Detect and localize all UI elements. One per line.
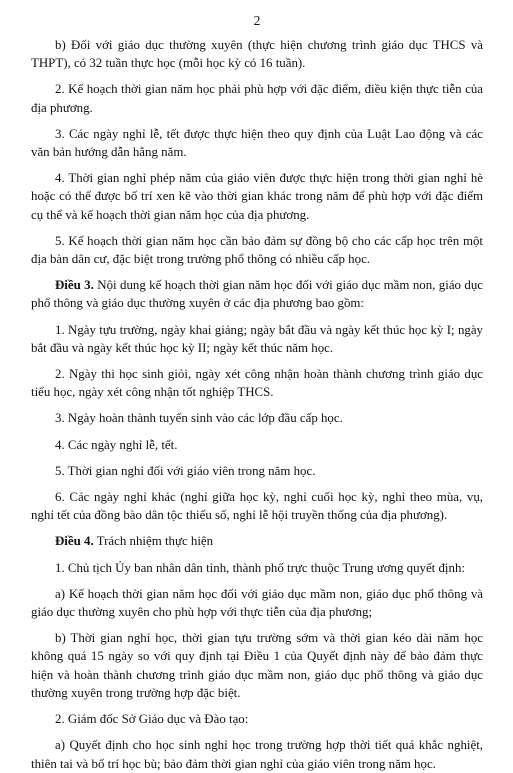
paragraph-department-director <box>31 710 483 728</box>
paragraph-sync-levels <box>31 232 483 268</box>
page-number: 2 <box>253 13 261 28</box>
article-4-heading <box>31 532 483 550</box>
paragraph-plan-levels <box>31 585 483 621</box>
paragraph-text: 6. Các ngày nghỉ khác (nghỉ giữa học kỳ, nghỉ cuối học kỳ, nghỉ theo mùa, vụ, nghỉ tết của đồng bào dân tộc thiểu số, nghỉ lễ hội truyền thống của địa phương). <box>31 490 483 523</box>
paragraph-teacher-breaks <box>31 462 483 480</box>
paragraph-text: 1. Ngày tựu trường, ngày khai giảng; ngày bắt đầu và ngày kết thúc học kỳ I; ngày bắt đầu và ngày kết thúc học kỳ II; ngày kết thúc năm học. <box>31 322 483 355</box>
paragraph-text: 2. Giám đốc Sở Giáo dục và Đào tạo: <box>55 712 249 727</box>
paragraph-teacher-leave <box>31 169 483 224</box>
paragraph-other-breaks <box>31 488 483 524</box>
paragraph-text: 2. Kế hoạch thời gian năm học phải phù hợp với đặc điểm, điều kiện thực tiễn của địa phương. <box>31 82 483 115</box>
paragraph-text: b) Thời gian nghỉ học, thời gian tựu trường sớm và thời gian kéo dài năm học không quá 15 ngày so với quy định tại Điều 1 của Quyết định này để bảo đảm thực hiện và hoàn thành chương trình giáo dục mầm non, giáo dục phổ thông và giáo dục thường xuyên trong trường hợp đặc biệt. <box>31 631 483 700</box>
paragraph-enrollment <box>31 409 483 427</box>
paragraph-text: 4. Thời gian nghỉ phép năm của giáo viên được thực hiện trong thời gian nghỉ hè hoặc có thể được bố trí xen kẽ vào thời gian khác trong năm để phù hợp với đặc điểm cụ thể và kế hoạch thời gian năm học của địa phương. <box>31 171 483 222</box>
paragraph-text: 5. Thời gian nghỉ đối với giáo viên trong năm học. <box>55 463 316 478</box>
paragraph-text: 2. Ngày thi học sinh giỏi, ngày xét công nhận hoàn thành chương trình giáo dục tiểu học, ngày xét công nhận tốt nghiệp THCS. <box>31 367 483 400</box>
paragraph-text: 3. Các ngày nghỉ lễ, tết được thực hiện theo quy định của Luật Lao động và các văn bản hướng dẫn hằng năm. <box>31 126 483 160</box>
paragraph-continuing-education-weeks <box>31 36 483 72</box>
paragraph-text: b) Đối với giáo dục thường xuyên (thực hiện chương trình giáo dục THCS và THPT), có 32 tuần thực học (mỗi học kỳ có 16 tuần). <box>31 38 483 71</box>
paragraph-exam-dates <box>31 365 483 401</box>
paragraph-weather-closure <box>31 736 483 772</box>
article-lead: Điều 3. <box>55 278 94 293</box>
paragraph-text: 4. Các ngày nghỉ lễ, tết. <box>55 437 178 452</box>
paragraph-text: 3. Ngày hoàn thành tuyển sinh vào các lớp đầu cấp học. <box>55 411 343 426</box>
paragraph-plan-fit-locality <box>31 80 483 116</box>
paragraph-text: Trách nhiệm thực hiện <box>93 534 214 549</box>
paragraph-extension <box>31 629 483 702</box>
paragraph-chairman-decides <box>31 559 483 577</box>
paragraph-holiday-days <box>31 436 483 454</box>
paragraph-text: a) Kế hoạch thời gian năm học đối với giáo dục mầm non, giáo dục phổ thông và giáo dục thường xuyên cho phù hợp với thực tiễn của địa phương; <box>31 586 483 620</box>
paragraph-holidays <box>31 125 483 161</box>
paragraph-text: Nội dung kế hoạch thời gian năm học đối với giáo dục mầm non, giáo dục phổ thông và giáo dục thường xuyên ở các địa phương bao gồm: <box>31 278 483 311</box>
article-3-heading <box>31 276 483 312</box>
paragraph-text: 1. Chủ tịch Ủy ban nhân dân tỉnh, thành phố trực thuộc Trung ương quyết định: <box>55 560 465 575</box>
article-lead: Điều 4. <box>55 534 94 549</box>
paragraph-text: a) Quyết định cho học sinh nghỉ học trong trường hợp thời tiết quá khắc nghiệt, thiên tai và bố trí học bù; bảo đảm thời gian nghỉ của giáo viên trong năm học. <box>31 738 483 771</box>
paragraph-text: 5. Kế hoạch thời gian năm học cần bảo đảm sự đồng bộ cho các cấp học trên một địa bàn dân cư, đặc biệt trong trường phổ thông có nhiều cấp học. <box>31 233 483 267</box>
paragraph-key-dates <box>31 321 483 357</box>
